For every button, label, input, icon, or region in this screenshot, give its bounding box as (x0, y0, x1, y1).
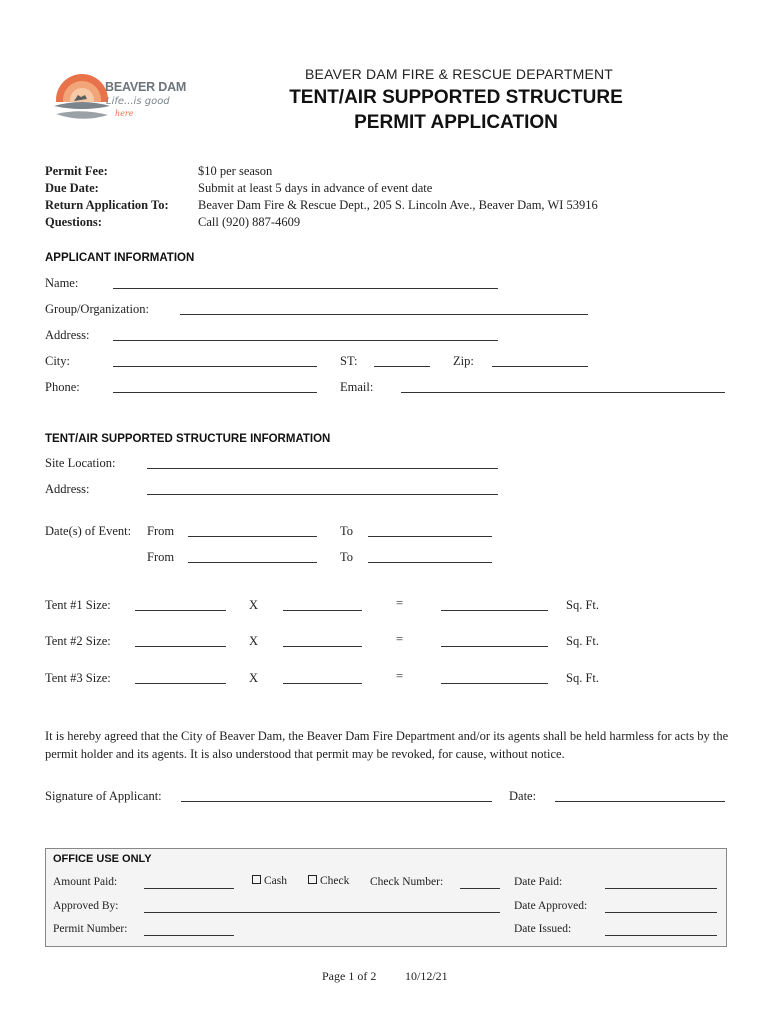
from-label-2: From (147, 550, 175, 564)
approved-by-label: Approved By: (53, 900, 119, 912)
tent2-length-field[interactable] (135, 646, 226, 647)
fee-value: $10 per season (198, 164, 273, 178)
site-location-label: Site Location: (45, 456, 116, 470)
due-date-value: Submit at least 5 days in advance of event date (198, 181, 433, 195)
tent2-sqft-label: Sq. Ft. (566, 634, 600, 648)
site-location-field[interactable] (147, 468, 498, 469)
tent2-times: X (249, 634, 259, 648)
to-label-2: To (340, 550, 354, 564)
tent1-area-field[interactable] (441, 610, 548, 611)
page-number: Page 1 of 2 (322, 969, 377, 983)
applicant-section-heading: APPLICANT INFORMATION (45, 252, 195, 264)
tent2-area-field[interactable] (441, 646, 548, 647)
amount-paid-label: Amount Paid: (53, 876, 118, 888)
name-field[interactable] (113, 288, 498, 289)
tent2-equals: = (396, 632, 404, 646)
tent1-size-label: Tent #1 Size: (45, 598, 111, 612)
tent2-size-label: Tent #2 Size: (45, 634, 111, 648)
tent2-width-field[interactable] (283, 646, 362, 647)
permit-number-label: Permit Number: (53, 923, 128, 935)
date-approved-field[interactable] (605, 912, 717, 913)
to-date-field-2[interactable] (368, 562, 492, 563)
tent3-width-field[interactable] (283, 683, 362, 684)
questions-value: Call (920) 887-4609 (198, 215, 301, 229)
email-field[interactable] (401, 392, 725, 393)
signature-field[interactable] (181, 801, 492, 802)
signature-label: Signature of Applicant: (45, 789, 162, 803)
revision-date: 10/12/21 (405, 969, 448, 983)
due-date-label: Due Date: (45, 181, 99, 195)
event-dates-label: Date(s) of Event: (45, 524, 132, 538)
city-logo (48, 68, 187, 130)
check-checkbox[interactable] (308, 875, 317, 884)
state-label: ST: (340, 354, 358, 368)
phone-field[interactable] (113, 392, 317, 393)
return-label: Return Application To: (45, 198, 169, 212)
date-paid-field[interactable] (605, 888, 717, 889)
amount-paid-field[interactable] (144, 888, 234, 889)
to-label-1: To (340, 524, 354, 538)
zip-field[interactable] (492, 366, 588, 367)
fee-label: Permit Fee: (45, 164, 108, 178)
tent3-times: X (249, 671, 259, 685)
check-number-field[interactable] (460, 888, 500, 889)
to-date-field-1[interactable] (368, 536, 492, 537)
tent1-times: X (249, 598, 259, 612)
group-label: Group/Organization: (45, 302, 149, 316)
return-value: Beaver Dam Fire & Rescue Dept., 205 S. Lincoln Ave., Beaver Dam, WI 53916 (198, 198, 598, 212)
from-date-field-1[interactable] (188, 536, 317, 537)
structure-section-heading: TENT/AIR SUPPORTED STRUCTURE INFORMATION (45, 433, 331, 445)
department-name: BEAVER DAM FIRE & RESCUE DEPARTMENT (305, 66, 614, 82)
from-label-1: From (147, 524, 175, 538)
logo-script: here (115, 109, 134, 118)
questions-label: Questions: (45, 215, 102, 229)
city-field[interactable] (113, 366, 317, 367)
cash-option[interactable]: Cash (252, 875, 287, 887)
page-title-line2: PERMIT APPLICATION (354, 112, 558, 133)
date-issued-field[interactable] (605, 935, 717, 936)
tent1-width-field[interactable] (283, 610, 362, 611)
office-use-heading: OFFICE USE ONLY (53, 853, 152, 865)
check-number-label: Check Number: (370, 876, 444, 888)
logo-tagline: Life...is good (106, 96, 170, 107)
tent1-equals: = (396, 596, 404, 610)
state-field[interactable] (374, 366, 430, 367)
tent3-length-field[interactable] (135, 683, 226, 684)
office-use-box (45, 848, 727, 947)
site-address-label: Address: (45, 482, 90, 496)
approved-by-field[interactable] (144, 912, 500, 913)
logo-name: BEAVER DAM (105, 80, 187, 94)
cash-checkbox[interactable] (252, 875, 261, 884)
page-title-line1: TENT/AIR SUPPORTED STRUCTURE (289, 87, 623, 108)
hold-harmless-agreement: It is hereby agreed that the City of Beaver Dam, the Beaver Dam Fire Department and/or its agents shall be held harmless for acts by the permit holder and its agents. It is also understood that permit may be revoked, for cause, without notice. (45, 729, 729, 761)
city-label: City: (45, 354, 71, 368)
permit-number-field[interactable] (144, 935, 234, 936)
tent3-equals: = (396, 669, 404, 683)
date-approved-label: Date Approved: (514, 900, 588, 912)
applicant-address-label: Address: (45, 328, 90, 342)
tent1-length-field[interactable] (135, 610, 226, 611)
group-field[interactable] (180, 314, 588, 315)
tent3-size-label: Tent #3 Size: (45, 671, 111, 685)
tent3-area-field[interactable] (441, 683, 548, 684)
signature-date-field[interactable] (555, 801, 725, 802)
name-label: Name: (45, 276, 79, 290)
tent3-sqft-label: Sq. Ft. (566, 671, 600, 685)
tent1-sqft-label: Sq. Ft. (566, 598, 600, 612)
site-address-field[interactable] (147, 494, 498, 495)
applicant-address-field[interactable] (113, 340, 498, 341)
email-label: Email: (340, 380, 374, 394)
signature-date-label: Date: (509, 789, 537, 803)
date-paid-label: Date Paid: (514, 876, 563, 888)
check-option[interactable]: Check (308, 875, 349, 887)
date-issued-label: Date Issued: (514, 923, 572, 935)
phone-label: Phone: (45, 380, 80, 394)
from-date-field-2[interactable] (188, 562, 317, 563)
zip-label: Zip: (453, 354, 474, 368)
